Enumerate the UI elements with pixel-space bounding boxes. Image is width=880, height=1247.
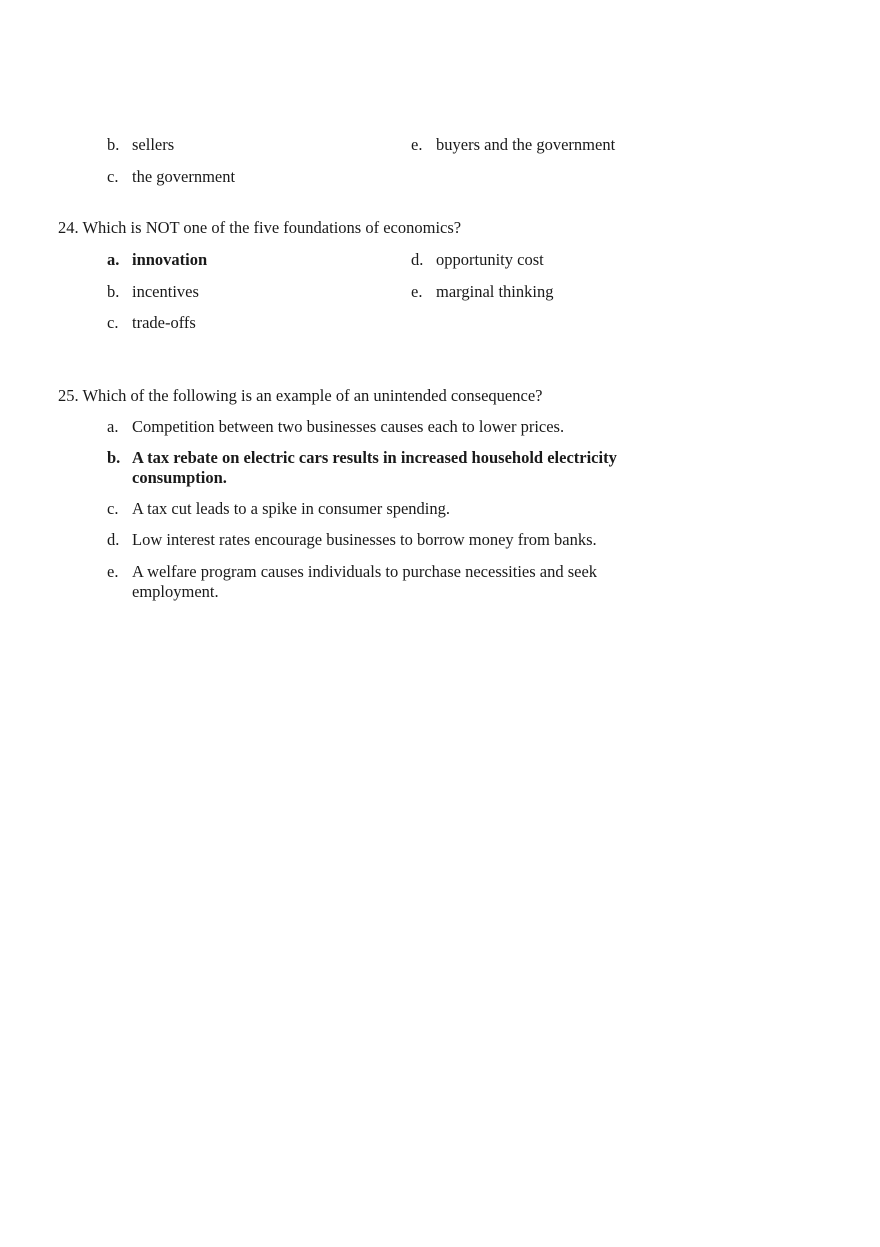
option-letter: c. [107,167,119,186]
option-text: trade-offs [132,313,196,332]
option-text: marginal thinking [436,282,554,301]
option-letter: d. [107,530,120,549]
question-24 [58,218,461,238]
option-text: incentives [132,282,199,301]
q23-option-e [411,135,615,155]
option-text: A tax cut leads to a spike in consumer spending. [132,499,451,518]
option-text: buyers and the government [436,135,616,154]
option-letter: a. [107,417,119,436]
option-text: Low interest rates encourage businesses to borrow money from banks. [132,530,597,549]
option-letter: b. [107,448,121,467]
option-letter: e. [107,562,119,581]
q23-option-c [107,167,235,187]
q25-option-a [107,417,564,437]
option-letter: b. [107,282,120,301]
option-text: sellers [132,135,175,154]
option-letter: a. [107,250,120,269]
option-letter: b. [107,135,120,154]
question-prompt: Which of the following is an example of an unintended consequence? [82,386,543,405]
option-letter: e. [411,135,423,154]
question-number: 24. [58,218,79,237]
q25-option-b [107,448,652,487]
q24-option-b [107,282,199,302]
q24-option-c [107,313,196,333]
q25-option-d [107,530,597,550]
option-text: the government [132,167,236,186]
question-prompt: Which is NOT one of the five foundations of economics? [82,218,462,237]
q25-option-c [107,499,450,519]
option-letter: c. [107,313,119,332]
option-text: A welfare program causes individuals to purchase necessities and seek employment. [132,562,598,601]
question-number: 25. [58,386,79,405]
option-letter: e. [411,282,423,301]
question-25 [58,386,542,406]
q24-option-a [107,250,207,270]
option-letter: c. [107,499,119,518]
option-text: Competition between two businesses causes each to lower prices. [132,417,565,436]
option-text: opportunity cost [436,250,544,269]
option-letter: d. [411,250,424,269]
q24-option-e [411,282,553,302]
q25-option-e [107,562,652,601]
q23-option-b [107,135,174,155]
option-text: A tax rebate on electric cars results in increased household electricity consumption. [132,448,617,487]
option-text: innovation [132,250,208,269]
q24-option-d [411,250,544,270]
